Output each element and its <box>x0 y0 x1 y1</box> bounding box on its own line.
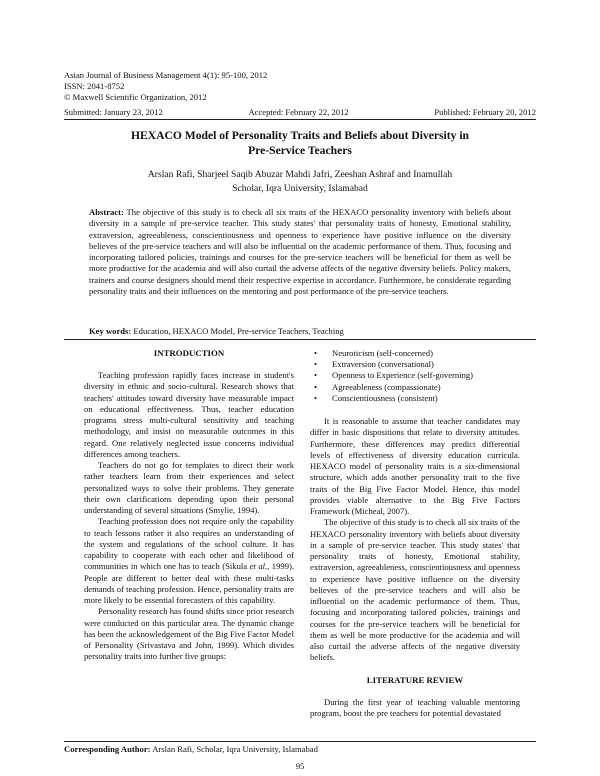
journal-citation: Asian Journal of Business Management 4(1): 95-100, 2012 <box>64 70 268 80</box>
footer-rule <box>64 741 536 742</box>
intro-paragraph-4: Personality research has found shifts since prior research were conducted on this particular area. The dynamic change has been the acknowledgement of the Big Five Factor Model of Personality (Srivastava and John, 1999). Which divides personality traits into further five groups: <box>84 606 294 662</box>
corresponding-author-label: Corresponding Author: <box>64 744 151 754</box>
right-paragraph-2: The objective of this study is to check all six traits of the HEXACO personality inventory with beliefs about diversity in a sample of pre-service teacher. This study states' that personality traits of honesty, Emotional stability, extraversion, agreeableness, conscientiousness and openness to experience have positive influence on the diversity believes of the pre-service teachers and will also be influential on the academic performance of them. Thus, focusing and incorporating tailored policies, trainings and courses for the pre-service teachers will be beneficial for them as well be more productive for the academia and will also curtail the adverse affects of the negative diversity beliefs. <box>310 517 520 663</box>
date-accepted: Accepted: February 22, 2012 <box>248 107 349 117</box>
affiliation: Scholar, Iqra University, Islamabad <box>232 183 368 194</box>
list-item: • Conscientiousness (consistent) <box>310 393 520 404</box>
abstract <box>89 207 511 297</box>
date-submitted: Submitted: January 23, 2012 <box>64 107 163 117</box>
list-item: • Openness to Experience (self-governing) <box>310 370 520 381</box>
keywords-rule <box>64 339 536 340</box>
page-number: 95 <box>295 761 305 771</box>
list-item: • Extraversion (conversational) <box>310 359 520 370</box>
keywords-text: Education, HEXACO Model, Pre-service Teachers, Teaching <box>133 326 344 336</box>
keywords <box>89 326 511 337</box>
journal-copyright: © Maxwell Scientific Organization, 2012 <box>64 92 207 102</box>
abstract-text: The objective of this study is to check all six traits of the HEXACO personality inventory with beliefs about diversity in a sample of pre-service teacher. This study states' that personality traits of honesty, Emotional stability, extraversion, agreeableness, conscientiousness and openness to experience have positive influence on the diversity believes of the pre-service teachers and will also be influential on the academic performance of them. Thus, focusing and incorporating tailored policies, trainings and courses for the pre-service teachers will be beneficial for them as well be more productive for the academia and will also curtail the adverse affects of the negative diversity beliefs. Policy makers, trainers and course designers should mend their respective expertise in accordance. Furthermore, be considerate regarding personality traits and their influences on the mentoring and post performance of the pre-service teachers. <box>89 207 512 297</box>
introduction-heading: INTRODUCTION <box>153 348 225 358</box>
list-item: • Neuroticism (self-concerned) <box>310 348 520 359</box>
list-item: • Agreeableness (compassionate) <box>310 382 520 393</box>
intro-paragraph-3: Teaching profession does not require only the capability to teach lessons rather it also requires an understanding of the system and regulations of the school culture. It has capability to cooperate with each other and likelihood of communities in which one has to teach (Sikula et al., 1999). People are different to better deal with these multi-tasks demands of teaching profession. Hence, personality traits are more likely to be essential forecasters of this capability. <box>84 516 295 605</box>
header-rule <box>64 119 536 120</box>
abstract-label: Abstract: <box>89 207 124 217</box>
date-published: Published: February 20, 2012 <box>434 107 536 117</box>
right-paragraph-3: During the first year of teaching valuable mentoring program, boost the pre teachers for potential devastated <box>310 696 520 718</box>
keywords-label: Key words: <box>89 326 132 336</box>
paper-title-line2: Pre-Service Teachers <box>248 144 352 157</box>
intro-paragraph-2: Teachers do not go for templates to direct their work rather teachers learn from their experiences and select personalized ways to solve their problems. They generate their own clarifications depending upon their personal understanding of several situations (Smylie, 1994). <box>84 460 294 515</box>
intro-paragraph-1: Teaching profession rapidly faces increase in student's diversity in ethnic and socio-cultural. Research shows that teachers' attitudes toward diversity have measurable impact on educational effectiveness. Thus, teacher education programs stress multi-cultural sensitivity and teaching methodology, and insist on measurable outcomes in this regard. One relatively neglected issue concerns individual differences among teachers. <box>84 370 294 459</box>
dates-line <box>64 107 536 117</box>
right-column <box>310 348 520 719</box>
personality-traits-list <box>310 348 520 404</box>
journal-issn: ISSN: 2041-8752 <box>64 81 125 91</box>
corresponding-author <box>64 744 536 755</box>
left-column <box>84 348 294 663</box>
paper-title-line1: HEXACO Model of Personality Traits and Beliefs about Diversity in <box>130 129 470 142</box>
right-paragraph-1: It is reasonable to assume that teacher candidates may differ in basic dispositions that relate to diversity attitudes. Furthermore, these differences may predict differential levels of effectiveness of diversity education curricula. HEXACO model of personality traits is a six-dimensional structure, which adds another personality trait to the five traits of the Big Five Factor Model. Hence, this model provides viable alternative to the Big Five Factors Framework (Micheal, 2007). <box>310 416 520 517</box>
corresponding-author-text: Arslan Rafi, Scholar, Iqra University, Islamabad <box>152 744 318 754</box>
literature-review-heading: LITERATURE REVIEW <box>366 674 464 685</box>
paper-title <box>100 128 500 158</box>
authors: Arslan Rafi, Sharjeel Saqib Abuzar Mahdi Jafri, Zeeshan Ashraf and Inamullah <box>147 169 453 180</box>
